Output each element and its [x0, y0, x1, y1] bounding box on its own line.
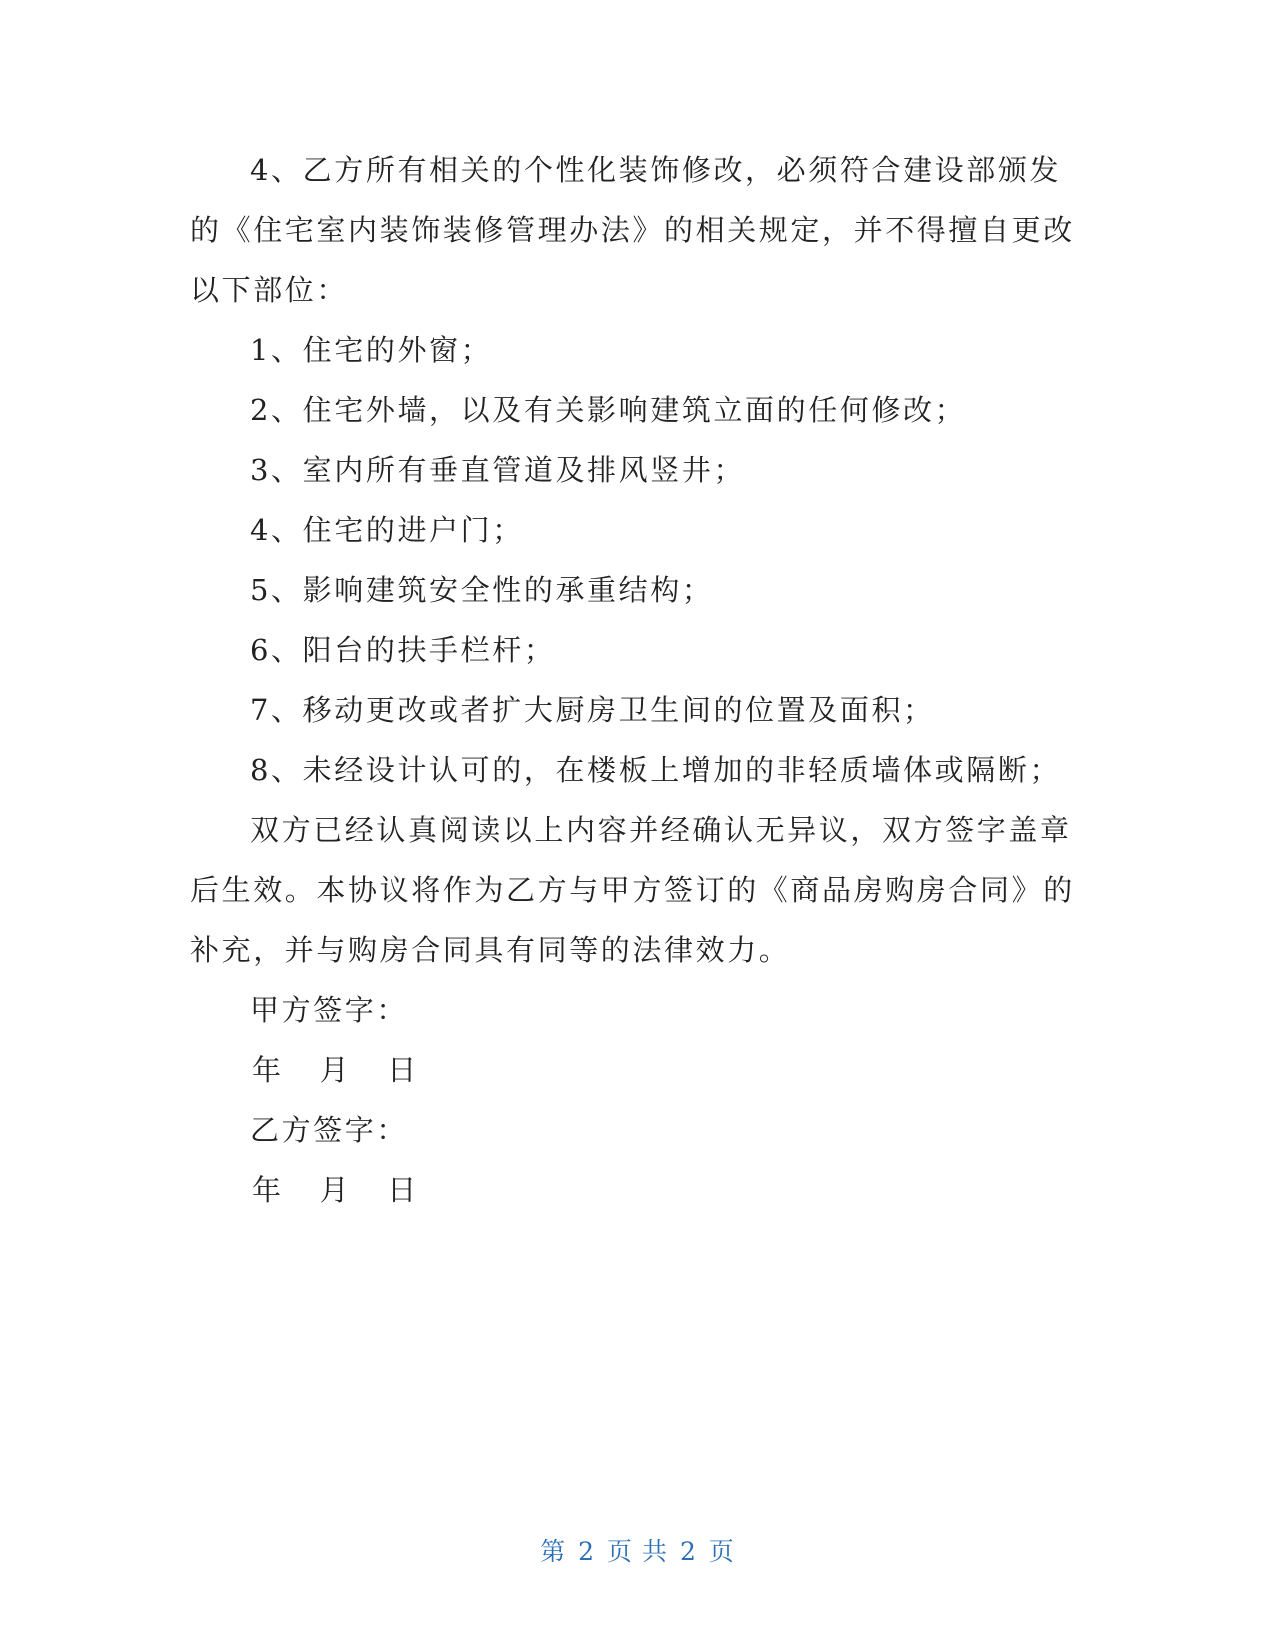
footer-suffix: 页	[708, 1537, 735, 1566]
total-pages-number: 2	[679, 1537, 697, 1566]
date-month: 月	[319, 1173, 352, 1207]
list-item: 2、住宅外墙，以及有关影响建筑立面的任何修改；	[250, 393, 967, 427]
signature-a-date	[190, 1040, 1090, 1100]
list-item: 5、影响建筑安全性的承重结构；	[250, 573, 714, 607]
page-footer	[0, 1532, 1275, 1568]
date-day: 日	[387, 1053, 419, 1087]
list-item: 6、阳台的扶手栏杆；	[250, 633, 556, 667]
list-item: 7、移动更改或者扩大厨房卫生间的位置及面积；	[250, 693, 935, 727]
signature-b-label: 乙方签字：	[250, 1113, 409, 1147]
date-year: 年	[252, 1053, 284, 1087]
document-body	[190, 140, 1090, 1220]
signature-a-label: 甲方签字：	[250, 993, 409, 1027]
date-year: 年	[252, 1173, 284, 1207]
footer-prefix: 第	[540, 1537, 567, 1566]
date-day: 日	[387, 1173, 419, 1207]
list-item: 4、住宅的进户门；	[250, 513, 524, 547]
date-month: 月	[319, 1053, 352, 1087]
list-item: 3、室内所有垂直管道及排风竖井；	[250, 453, 746, 487]
list-item: 1、住宅的外窗；	[250, 333, 493, 367]
footer-middle: 页 共	[607, 1537, 668, 1566]
signature-b-date	[190, 1160, 1090, 1220]
list-item: 8、未经设计认可的，在楼板上增加的非轻质墙体或隔断；	[250, 753, 1062, 787]
closing-paragraph: 双方已经认真阅读以上内容并经确认无异议，双方签字盖章后生效。本协议将作为乙方与甲方签订的《商品房购房合同》的补充，并与购房合同具有同等的法律效力。	[190, 813, 1075, 967]
current-page-number: 2	[578, 1537, 596, 1566]
clause-paragraph: 4、乙方所有相关的个性化装饰修改，必须符合建设部颁发的《住宅室内装饰装修管理办法》的相关规定，并不得擅自更改以下部位：	[190, 153, 1075, 307]
